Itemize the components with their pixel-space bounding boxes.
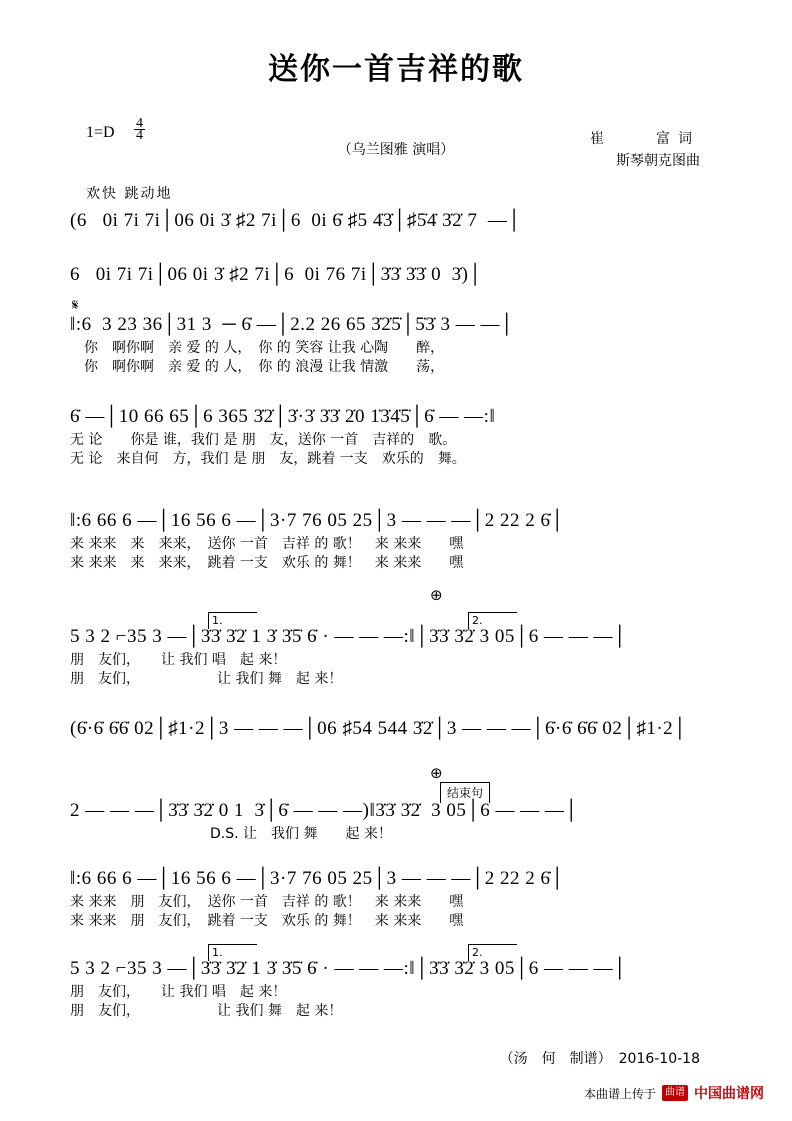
volta-2-bracket: 2. — [468, 944, 517, 961]
credits — [590, 128, 700, 172]
lyric-row-2: 来 来来 来 来来， 跳着 一支 欢乐 的 舞！ 来 来来 嘿 — [70, 555, 464, 571]
note-row: ‖:6 66 6 —│16 56 6 —│3·7 76 05 25│3 — — —│2 22 2 6̇│ — [70, 868, 565, 889]
time-signature-numerator: 4 — [136, 116, 143, 131]
lyric-row-1: 朋 友们， 让 我们 唱 起 来！ — [70, 652, 287, 668]
volta-1-bracket: 1. — [208, 944, 257, 961]
score-line-9 — [70, 866, 730, 932]
page-title: 送你一首吉祥的歌 — [268, 52, 524, 87]
tempo-marking: 欢快 跳动地 — [86, 186, 173, 202]
time-signature-denominator: 4 — [136, 128, 143, 143]
note-row: 5 3 2 ⌐35 3 —│3̇3̇ 3̇2̇ 1 3̇ 3̇5̇ 6̇ · — — —:‖│3̇3̇ 3̇2̇ 3 05│6 — — —│ — [70, 626, 628, 647]
lyric-row-1: 你 啊你啊 亲 爱 的 人， 你 的 笑容 让我 心陶 醉， — [70, 340, 445, 356]
segno-icon: 𝄋 — [72, 296, 79, 314]
lyric-row-2: 朋 友们， 让 我们 舞 起 来！ — [70, 671, 343, 687]
note-row: 2 — — —│3̇3̇ 3̇2̇ 0 1 3̇│6̇ — — —)‖3̇3̇ 3̇2̇ 3 05│6 — — —│ — [70, 800, 579, 821]
lyric-row-2: 来 来来 朋 友们， 跳着 一支 欢乐 的 舞！ 来 来来 嘿 — [70, 913, 464, 929]
key-signature: 1=D — [86, 124, 115, 141]
note-row: 6 0i 7i 7i│06 0i 3̇ ♯2 7i│6 0i 76 7i│3̇3̇ 3̇3̇ 0 3̇)│ — [70, 264, 483, 285]
note-row: 5 3 2 ⌐35 3 —│3̇3̇ 3̇2̇ 1 3̇ 3̇5̇ 6̇ · — — —:‖│3̇3̇ 3̇2̇ 3 05│6 — — —│ — [70, 958, 628, 979]
note-row: (6 0i 7i 7i│06 0i 3̇ ♯2 7i│6 0i 6̇ ♯5 4̇3̇│♯5̇4̇ 3̇2̇ 7 —│ — [70, 210, 522, 231]
site-footer — [584, 1083, 764, 1103]
score-line-5 — [70, 508, 730, 574]
lyric-row-2: 你 啊你啊 亲 爱 的 人， 你 的 浪漫 让我 情激 荡， — [70, 359, 445, 375]
note-row: ‖:6 66 6 —│16 56 6 —│3·7 76 05 25│3 — — —│2 22 2 6̇│ — [70, 510, 565, 531]
footer-label: 本曲谱上传于 — [583, 1086, 656, 1101]
note-row: ‖:6 3 23 36│31 3 ─ 6̇ —│2.2 26 65 3̇2̇5̇│5̇3̇ 3 — —│ — [70, 314, 514, 335]
lyric-row-2: 朋 友们， 让 我们 舞 起 来！ — [70, 1003, 343, 1019]
coda-icon: ⊕ — [430, 586, 443, 604]
lyricist-credit: 崔 富词 — [590, 131, 700, 147]
composer-credit: 斯琴朝克图曲 — [616, 153, 700, 169]
performer-credit: （乌兰图雅 演唱） — [337, 142, 455, 158]
lyric-row-1: 朋 友们， 让 我们 唱 起 来！ — [70, 984, 287, 1000]
score-line-8 — [70, 798, 730, 845]
lyric-row-1: 无 论 你是 谁，我们 是 朋 友，送你 一首 吉祥的 歌。 — [70, 432, 457, 448]
score-line-6 — [70, 624, 730, 690]
lyric-row-1: 来 来来 来 来来， 送你 一首 吉祥 的 歌！ 来 来来 嘿 — [70, 536, 464, 552]
lyric-row-1: D.S. 让 我们 舞 起 来！ — [210, 826, 392, 842]
score-line-2 — [70, 262, 730, 288]
score-line-10 — [70, 956, 730, 1022]
volta-2-bracket: 2. — [468, 612, 517, 629]
coda-icon: ⊕ — [430, 764, 443, 782]
volta-1-bracket: 1. — [208, 612, 257, 629]
score-line-3 — [70, 312, 730, 378]
site-logo-icon: 曲谱 — [662, 1085, 688, 1101]
transcriber-credit: （汤 何 制谱） 2016-10-18 — [499, 1051, 700, 1067]
note-row: 6̇ —│10 66 65│6 365 3̇2̇│3̇·3̇ 3̇3̇ 2̇0 1̇3̇4̇5̇│6̇ — —:‖ — [70, 406, 496, 427]
note-row: (6̇·6̇ 6̇6̇ 02│♯1·2│3 — — —│06 ♯54 544 3̇2̇│3 — — —│6̇·6̇ 6̇6̇ 02│♯1·2│ — [70, 718, 688, 739]
ending-phrase-label: 结束句 — [440, 782, 490, 803]
site-name[interactable]: 中国曲谱网 — [694, 1086, 764, 1102]
score-line-7 — [70, 716, 730, 742]
score-line-1 — [70, 208, 730, 234]
score-line-4 — [70, 404, 730, 470]
lyric-row-1: 来 来来 朋 友们， 送你 一首 吉祥 的 歌！ 来 来来 嘿 — [70, 894, 464, 910]
lyric-row-2: 无 论 来自何 方，我们 是 朋 友，跳着 一支 欢乐的 舞。 — [70, 451, 466, 467]
time-signature — [134, 118, 145, 141]
